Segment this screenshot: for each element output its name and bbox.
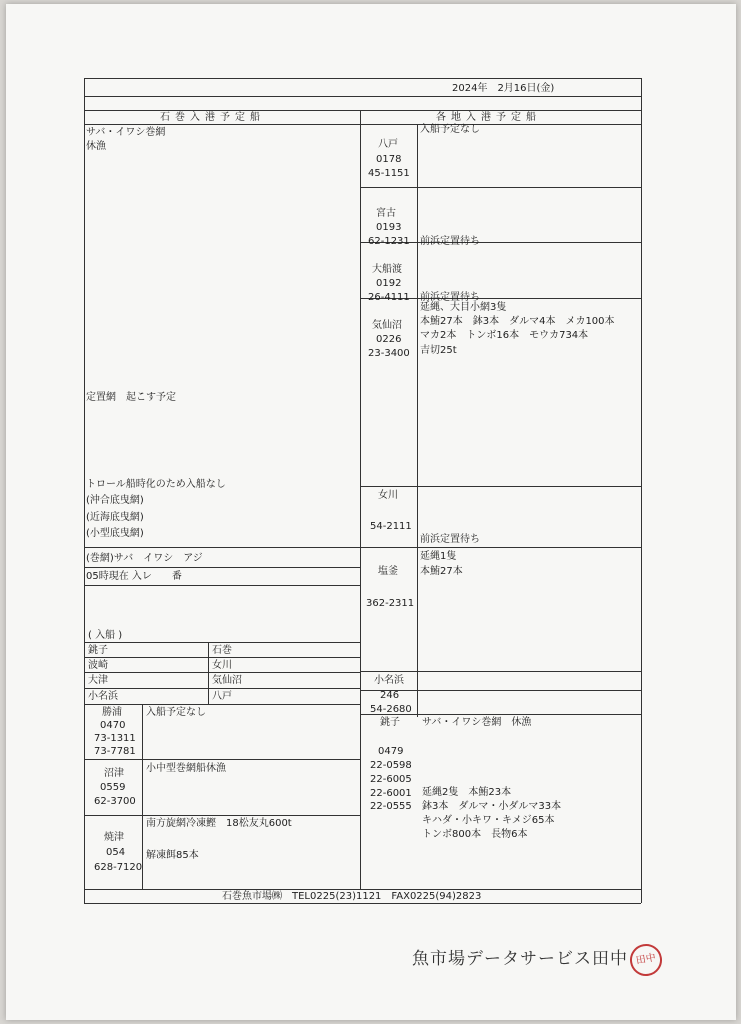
- ofunato-tel: 26-4111: [368, 292, 410, 303]
- kinkai-line: (近海底曳網): [86, 512, 144, 523]
- report-date: 2024年 2月16日(金): [452, 83, 555, 94]
- port-cell: 女川: [212, 660, 232, 671]
- kesennuma-tel: 23-3400: [368, 348, 410, 359]
- port-cell: 気仙沼: [212, 675, 242, 686]
- numazu-name: 沼津: [104, 768, 124, 779]
- makiami-species: (巻網)サバ イワシ アジ: [86, 553, 203, 564]
- shiogama-line: 本鮪27本: [420, 566, 463, 577]
- kyuryo-line: 休漁: [86, 141, 106, 152]
- port-cell: 大津: [88, 675, 108, 686]
- choshi-name: 銚子: [380, 717, 400, 728]
- kesennuma-line: 本鮪27本 鉢3本 ダルマ4本 メカ100本: [420, 316, 615, 327]
- choshi-line: 延縄2隻 本鮪23本: [422, 787, 512, 798]
- kesennuma-line: 延縄、大目小網3隻: [420, 302, 507, 313]
- kesennuma-line: マカ2本 トンボ16本 モウカ734本: [420, 330, 589, 341]
- ofunato-name: 大船渡: [372, 264, 402, 275]
- service-stamp: 魚市場データサービス田中: [412, 949, 628, 969]
- katsuura-note: 入船予定なし: [146, 707, 206, 718]
- ofunato-note: 前浜定置待ち: [420, 292, 480, 303]
- miyako-name: 宮古: [376, 208, 396, 219]
- yaizu-tel: 628-7120: [94, 862, 143, 873]
- ishinomaki-header: 石巻入港予定船: [160, 112, 265, 123]
- seal-stamp: 田中: [627, 941, 664, 978]
- miyako-tel: 62-1231: [368, 236, 410, 247]
- hachinohe-note: 入船予定なし: [420, 124, 480, 135]
- ofunato-tel: 0192: [376, 278, 402, 289]
- onahama-tel: 54-2680: [370, 704, 412, 715]
- hachinohe-name: 八戸: [378, 139, 398, 150]
- katsuura-tel: 73-1311: [94, 733, 136, 744]
- okiai-line: (沖合底曳網): [86, 495, 144, 506]
- onagawa-tel: 54-2111: [370, 521, 412, 532]
- yaizu-note: 解凍餌85本: [146, 850, 199, 861]
- regional-header: 各地入港予定船: [436, 112, 541, 123]
- katsuura-name: 勝浦: [102, 707, 122, 718]
- kesennuma-tel: 0226: [376, 334, 402, 345]
- trawl-line: トロール船時化のため入船なし: [86, 479, 226, 490]
- choshi-tel: 22-0598: [370, 760, 412, 771]
- miyako-note: 前浜定置待ち: [420, 236, 480, 247]
- choshi-tel: 22-6005: [370, 774, 412, 785]
- teichi-line: 定置網 起こす予定: [86, 392, 176, 403]
- kesennuma-name: 気仙沼: [372, 320, 402, 331]
- miyako-tel: 0193: [376, 222, 402, 233]
- yaizu-tel: 054: [106, 847, 126, 858]
- numazu-note: 小中型巻網船休漁: [146, 763, 226, 774]
- yaizu-note: 南方旋網冷凍鰹 18松友丸600t: [146, 818, 292, 829]
- hachinohe-tel: 0178: [376, 154, 402, 165]
- choshi-line: 鉢3本 ダルマ・小ダルマ33本: [422, 801, 562, 812]
- choshi-line: トンボ800本 長物6本: [422, 829, 528, 840]
- choshi-tel: 22-0555: [370, 801, 412, 812]
- onagawa-note: 前浜定置待ち: [420, 534, 480, 545]
- nyusen-label: ( 入船 ): [88, 630, 123, 641]
- time-status: 05時現在 入レ 番: [86, 571, 182, 582]
- hachinohe-tel: 45-1151: [368, 168, 410, 179]
- katsuura-tel: 73-7781: [94, 746, 136, 757]
- footer-contact: 石巻魚市場㈱ TEL0225(23)1121 FAX0225(94)2823: [222, 891, 482, 902]
- port-cell: 波崎: [88, 660, 108, 671]
- port-cell: 銚子: [88, 645, 108, 656]
- choshi-note: サバ・イワシ巻網 休漁: [422, 717, 532, 728]
- onagawa-name: 女川: [378, 490, 398, 501]
- port-cell: 石巻: [212, 645, 232, 656]
- makiami-line: サバ・イワシ巻網: [86, 127, 166, 138]
- port-cell: 八戸: [212, 691, 232, 702]
- numazu-tel: 0559: [100, 782, 126, 793]
- onahama-name: 小名浜: [374, 675, 404, 686]
- choshi-tel: 22-6001: [370, 788, 412, 799]
- katsuura-tel: 0470: [100, 720, 126, 731]
- choshi-line: キハダ・小キワ・キメジ65本: [422, 815, 555, 826]
- shiogama-tel: 362-2311: [366, 598, 415, 609]
- choshi-tel: 0479: [378, 746, 404, 757]
- shiogama-line: 延縄1隻: [420, 551, 457, 562]
- onahama-tel: 246: [380, 690, 400, 701]
- kesennuma-line: 吉切25t: [420, 345, 457, 356]
- yaizu-name: 焼津: [104, 832, 124, 843]
- shiogama-name: 塩釜: [378, 566, 398, 577]
- numazu-tel: 62-3700: [94, 796, 136, 807]
- kogata-line: (小型底曳網): [86, 528, 144, 539]
- port-cell: 小名浜: [88, 691, 118, 702]
